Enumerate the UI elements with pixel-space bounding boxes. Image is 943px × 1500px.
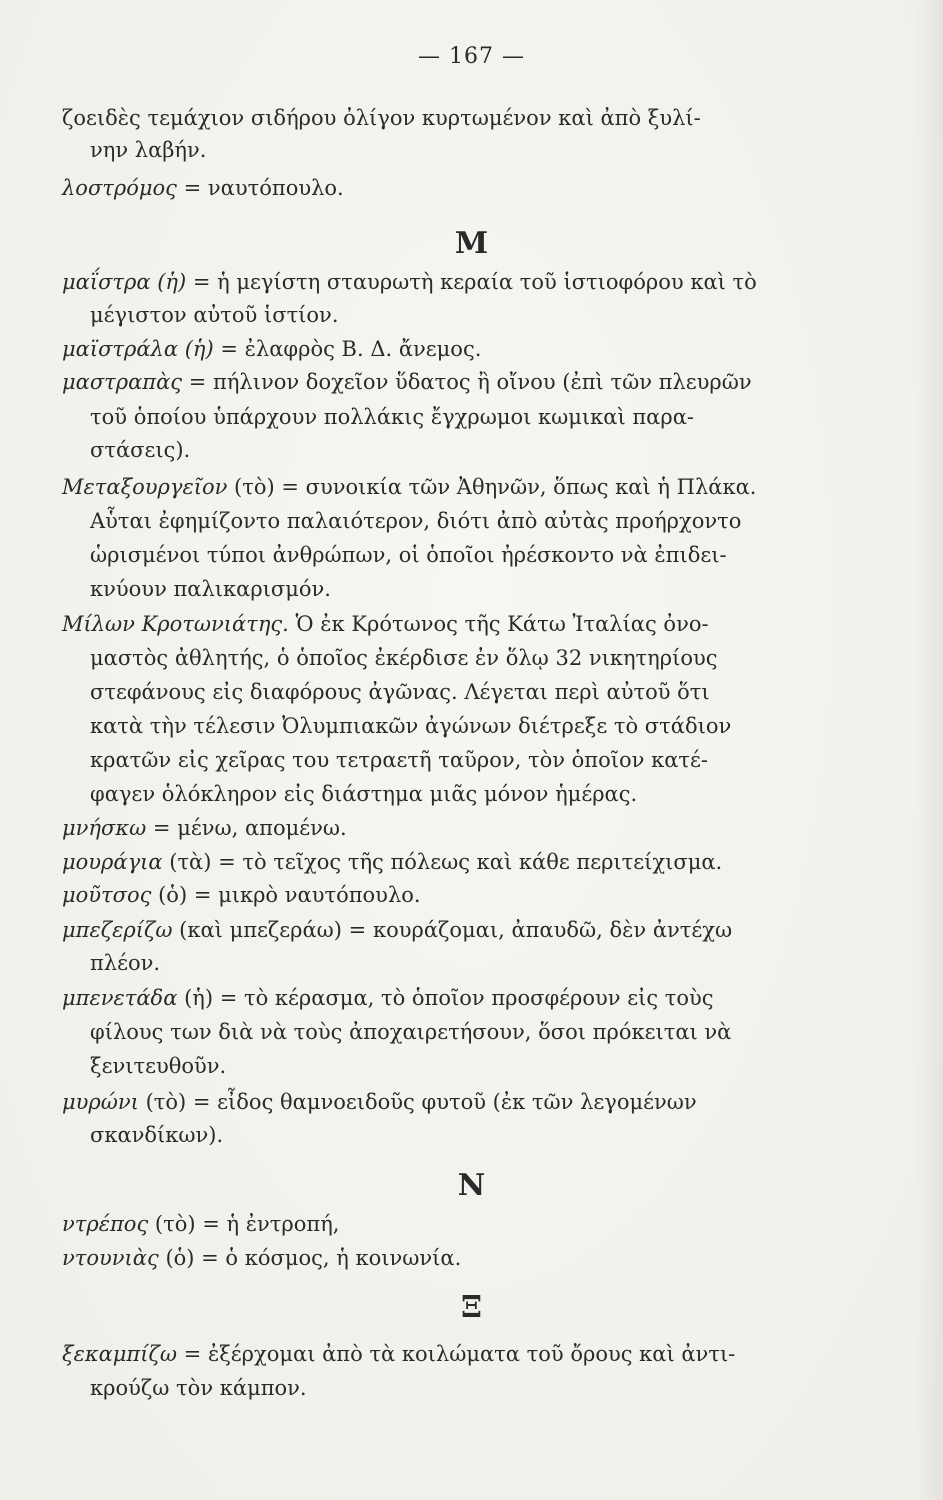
- dictionary-entry: [62, 818, 347, 839]
- dictionary-entry: [62, 477, 756, 498]
- entry-definition: = ἐλαφρὸς Β. Δ. ἄνεμος.: [220, 337, 482, 361]
- section-heading-xi: Ξ: [460, 1290, 483, 1325]
- entry-headword: ντουνιὰς: [62, 1246, 159, 1270]
- line-text: φίλους των διὰ νὰ τοὺς ἀποχαιρετήσουν, ὅσοι πρόκειται νὰ: [90, 1020, 732, 1044]
- entry-definition: (τὰ) = τὸ τεῖχος τῆς πόλεως καὶ κάθε περιτείχισμα.: [169, 850, 723, 874]
- entry-headword: μουράγια: [62, 850, 163, 874]
- text-line: [90, 1125, 223, 1146]
- entry-definition: = ἐξέρχομαι ἀπὸ τὰ κοιλώματα τοῦ ὄρους καὶ ἀντι-: [183, 1342, 736, 1366]
- section-heading-nu: Ν: [457, 1168, 486, 1203]
- dictionary-entry: [62, 920, 732, 941]
- entry-headword: μαΐστρα (ἡ): [62, 270, 187, 294]
- text-line: [62, 108, 701, 129]
- dictionary-entry: [62, 1344, 735, 1365]
- entry-headword: ντρέπος: [62, 1212, 149, 1236]
- dictionary-entry: [62, 178, 344, 199]
- line-text: μέγιστον αὐτοῦ ἱστίον.: [90, 303, 339, 327]
- line-text: στάσεις).: [90, 438, 191, 462]
- dictionary-entry: [62, 1248, 461, 1269]
- entry-headword: μπενετάδα: [62, 986, 178, 1010]
- dictionary-entry: [62, 1214, 339, 1235]
- page-edge-shadow: [915, 0, 943, 1500]
- text-line: [90, 1022, 731, 1043]
- entry-definition: = ἡ μεγίστη σταυρωτὴ κεραία τοῦ ἱστιοφόρου καὶ τὸ: [192, 270, 757, 294]
- text-line: [90, 579, 331, 600]
- entry-headword: ξεκαμπίζω: [62, 1342, 177, 1366]
- entry-headword: Μίλων Κροτωνιάτης.: [62, 612, 289, 636]
- dictionary-entry: [62, 272, 757, 293]
- entry-definition: (καὶ μπεζεράω) = κουράζομαι, ἀπαυδῶ, δὲν ἀντέχω: [179, 918, 733, 942]
- text-line: [90, 140, 206, 161]
- text-line: [90, 784, 637, 805]
- text-line: [90, 511, 741, 532]
- entry-definition: (τὸ) = συνοικία τῶν Ἀθηνῶν, ὅπως καὶ ἡ Πλάκα.: [234, 475, 757, 499]
- dictionary-entry: [62, 885, 421, 906]
- entry-headword: Μεταξουργεῖον: [62, 475, 228, 499]
- entry-definition: (τὸ) = εἶδος θαμνοειδοῦς φυτοῦ (ἐκ τῶν λεγομένων: [145, 1090, 697, 1114]
- entry-definition: = ναυτόπουλο.: [183, 176, 344, 200]
- entry-definition: = μένω, απομένω.: [152, 816, 347, 840]
- text-line: [90, 682, 710, 703]
- text-line: [90, 1378, 307, 1399]
- dictionary-entry: [62, 372, 752, 393]
- dictionary-entry: [62, 614, 709, 635]
- entry-headword: μοῦτσος: [62, 883, 152, 907]
- entry-headword: λοστρόμος: [62, 176, 177, 200]
- line-text: μαστὸς ἀθλητής, ὁ ὁποῖος ἐκέρδισε ἐν ὅλῳ 32 νικητηρίους: [90, 646, 718, 670]
- text-line: [90, 305, 339, 326]
- text-line: [90, 1056, 226, 1077]
- text-line: [90, 407, 694, 428]
- line-text: κρούζω τὸν κάμπον.: [90, 1376, 307, 1400]
- dictionary-entry: [62, 852, 722, 873]
- line-text: κατὰ τὴν τέλεσιν Ὀλυμπιακῶν ἀγώνων διέτρεξε τὸ στάδιον: [90, 714, 732, 738]
- dictionary-entry: [62, 1092, 697, 1113]
- page-number: — 167 —: [418, 44, 525, 69]
- text-line: [90, 440, 190, 461]
- line-text: Αὗται ἐφημίζοντο παλαιότερον, διότι ἀπὸ αὐτὰς προήρχοντο: [90, 509, 742, 533]
- line-text: κρατῶν εἰς χεῖρας του τετραετῆ ταῦρον, τὸν ὁποῖον κατέ-: [90, 748, 708, 772]
- line-text: νην λαβήν.: [90, 138, 207, 162]
- entry-definition: = πήλινον δοχεῖον ὕδατος ἢ οἴνου (ἐπὶ τῶν πλευρῶν: [188, 370, 752, 394]
- entry-headword: μαστραπὰς: [62, 370, 183, 394]
- line-text: σκανδίκων).: [90, 1123, 224, 1147]
- text-line: [90, 716, 731, 737]
- entry-definition: (τὸ) = ἡ ἐντροπή,: [154, 1212, 340, 1236]
- line-text: κνύουν παλικαρισμόν.: [90, 577, 331, 601]
- entry-headword: μυρώνι: [62, 1090, 139, 1114]
- entry-definition: (ὁ) = ὁ κόσμος, ἡ κοινωνία.: [165, 1246, 462, 1270]
- entry-headword: μνήσκω: [62, 816, 147, 840]
- line-text: φαγεν ὁλόκληρον εἰς διάστημα μιᾶς μόνον ἡμέρας.: [90, 782, 638, 806]
- entry-definition: (ἡ) = τὸ κέρασμα, τὸ ὁποῖον προσφέρουν εἰς τοὺς: [184, 986, 714, 1010]
- text-line: [90, 648, 718, 669]
- dictionary-entry: [62, 988, 714, 1009]
- line-text: ξενιτευθοῦν.: [90, 1054, 227, 1078]
- line-text: στεφάνους εἰς διαφόρους ἀγῶνας. Λέγεται περὶ αὐτοῦ ὅτι: [90, 680, 710, 704]
- line-text: τοῦ ὁποίου ὑπάρχουν πολλάκις ἔγχρωμοι κωμικαὶ παρα-: [90, 405, 694, 429]
- line-text: πλέον.: [90, 951, 161, 975]
- line-text: ζοειδὲς τεμάχιον σιδήρου ὀλίγον κυρτωμένον καὶ ἀπὸ ξυλί-: [62, 106, 701, 130]
- entry-definition: (ὁ) = μικρὸ ναυτόπουλο.: [158, 883, 421, 907]
- entry-headword: μαϊστράλα (ἡ): [62, 337, 214, 361]
- text-line: [90, 953, 160, 974]
- entry-headword: μπεζερίζω: [62, 918, 173, 942]
- dictionary-entry: [62, 339, 481, 360]
- text-line: [90, 750, 708, 771]
- entry-definition: Ὁ ἐκ Κρότωνος τῆς Κάτω Ἰταλίας ὀνο-: [295, 612, 709, 636]
- line-text: ὡρισμένοι τύποι ἀνθρώπων, οἱ ὁποῖοι ἠρέσκοντο νὰ ἐπιδει-: [90, 543, 727, 567]
- section-heading-mu: Μ: [454, 226, 489, 261]
- text-line: [90, 545, 727, 566]
